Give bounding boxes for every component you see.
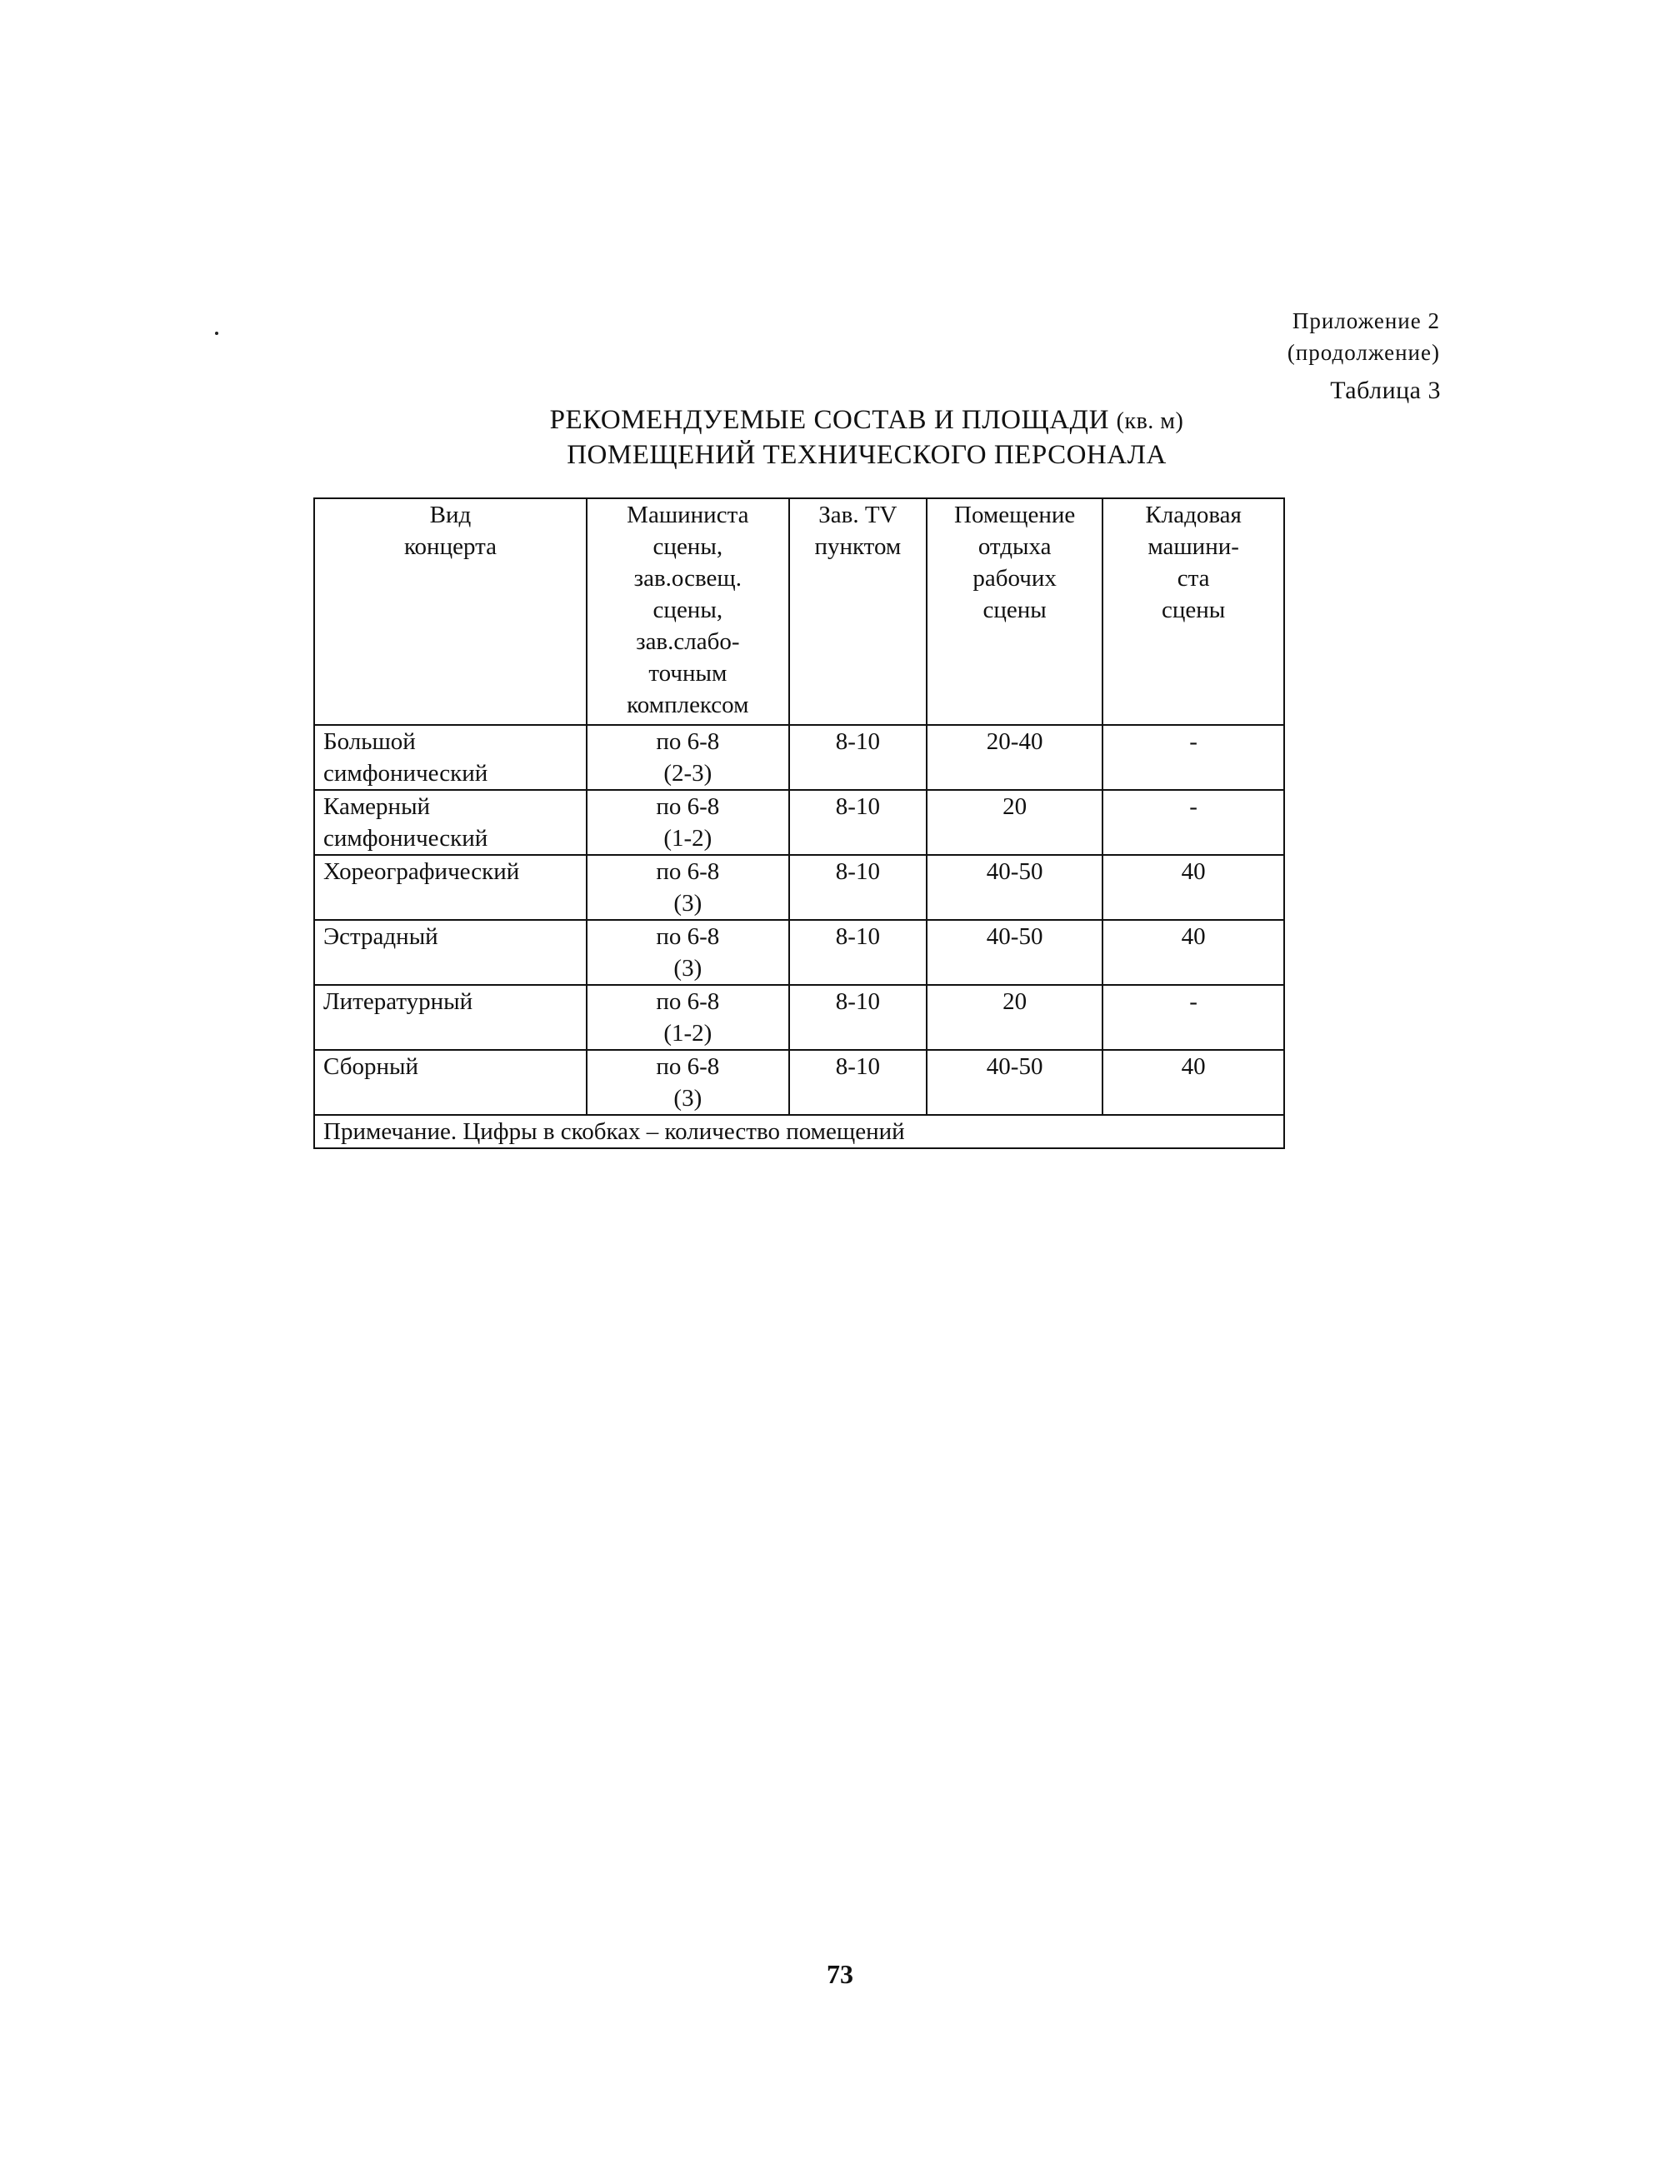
cell-rest-room: 20 bbox=[927, 790, 1102, 855]
cell-concert-type bbox=[314, 855, 587, 920]
cell-line: симфонический bbox=[323, 825, 488, 852]
cell-line: Хореографический bbox=[323, 858, 520, 885]
table-title bbox=[467, 403, 1267, 472]
title-line-1 bbox=[467, 403, 1267, 438]
header-line: рабочих bbox=[972, 565, 1057, 592]
cell-line: (1-2) bbox=[663, 1020, 712, 1047]
cell-storage: - bbox=[1102, 790, 1284, 855]
cell-concert-type bbox=[314, 920, 587, 985]
cell-machinist bbox=[587, 920, 789, 985]
cell-concert-type bbox=[314, 725, 587, 790]
cell-rest-room: 20-40 bbox=[927, 725, 1102, 790]
header-line: ста bbox=[1177, 565, 1210, 592]
appendix-line-1: Приложение 2 bbox=[1292, 308, 1440, 333]
header-line: сцены, bbox=[652, 597, 723, 623]
title-line-2: ПОМЕЩЕНИЙ ТЕХНИЧЕСКОГО ПЕРСОНАЛА bbox=[567, 440, 1167, 470]
cell-line: (3) bbox=[673, 955, 702, 982]
cell-line: по 6-8 bbox=[656, 858, 720, 885]
header-line: концерта bbox=[403, 533, 497, 560]
cell-storage: 40 bbox=[1102, 920, 1284, 985]
cell-tv-point: 8-10 bbox=[789, 920, 927, 985]
header-line: комплексом bbox=[627, 692, 749, 718]
cell-machinist bbox=[587, 855, 789, 920]
cell-storage: 40 bbox=[1102, 1050, 1284, 1115]
header-line: зав.слабо- bbox=[636, 628, 740, 655]
cell-line: (1-2) bbox=[663, 825, 712, 852]
cell-line: Литературный bbox=[323, 988, 473, 1015]
cell-line: Камерный bbox=[323, 793, 431, 820]
cell-line: по 6-8 bbox=[656, 793, 720, 820]
cell-concert-type bbox=[314, 1050, 587, 1115]
cell-storage: - bbox=[1102, 725, 1284, 790]
cell-line: (3) bbox=[673, 1085, 702, 1112]
header-concert-type bbox=[314, 498, 587, 725]
title-text-1: РЕКОМЕНДУЕМЫЕ СОСТАВ И ПЛОЩАДИ bbox=[549, 405, 1109, 435]
cell-machinist bbox=[587, 1050, 789, 1115]
staff-rooms-table bbox=[313, 497, 1285, 1149]
title-unit: (кв. м) bbox=[1116, 408, 1184, 434]
header-line: отдыха bbox=[978, 533, 1052, 560]
table-row bbox=[314, 985, 1284, 1050]
header-line: Зав. TV bbox=[818, 502, 898, 528]
scan-speck bbox=[215, 332, 218, 335]
cell-rest-room: 40-50 bbox=[927, 1050, 1102, 1115]
cell-line: по 6-8 bbox=[656, 1053, 720, 1080]
cell-line: Сборный bbox=[323, 1053, 418, 1080]
table-note-row bbox=[314, 1115, 1284, 1148]
header-storage bbox=[1102, 498, 1284, 725]
cell-line: (2-3) bbox=[663, 760, 712, 787]
header-line: пунктом bbox=[814, 533, 902, 560]
appendix-reference bbox=[1288, 305, 1440, 368]
cell-rest-room: 40-50 bbox=[927, 855, 1102, 920]
cell-line: по 6-8 bbox=[656, 728, 720, 755]
cell-rest-room: 40-50 bbox=[927, 920, 1102, 985]
table-row bbox=[314, 725, 1284, 790]
header-tv-point bbox=[789, 498, 927, 725]
cell-tv-point: 8-10 bbox=[789, 790, 927, 855]
cell-tv-point: 8-10 bbox=[789, 1050, 927, 1115]
header-line: Кладовая bbox=[1145, 502, 1242, 528]
cell-line: симфонический bbox=[323, 760, 488, 787]
cell-line: (3) bbox=[673, 890, 702, 917]
header-line: зав.освещ. bbox=[633, 565, 742, 592]
table-number-label: Таблица 3 bbox=[1330, 377, 1441, 404]
cell-line: по 6-8 bbox=[656, 923, 720, 950]
page-number: 73 bbox=[827, 1959, 853, 1989]
table-row bbox=[314, 855, 1284, 920]
cell-storage: 40 bbox=[1102, 855, 1284, 920]
cell-tv-point: 8-10 bbox=[789, 725, 927, 790]
header-line: сцены, bbox=[652, 533, 723, 560]
table-note: Примечание. Цифры в скобках – количество помещений bbox=[314, 1115, 1284, 1148]
cell-line: Большой bbox=[323, 728, 416, 755]
cell-line: Эстрадный bbox=[323, 923, 438, 950]
cell-storage: - bbox=[1102, 985, 1284, 1050]
table-row bbox=[314, 1050, 1284, 1115]
cell-machinist bbox=[587, 725, 789, 790]
cell-concert-type bbox=[314, 985, 587, 1050]
header-line: сцены bbox=[982, 597, 1047, 623]
header-machinist bbox=[587, 498, 789, 725]
header-rest-room bbox=[927, 498, 1102, 725]
header-line: Вид bbox=[429, 502, 472, 528]
cell-machinist bbox=[587, 790, 789, 855]
header-line: сцены bbox=[1161, 597, 1226, 623]
table-row bbox=[314, 790, 1284, 855]
table-row bbox=[314, 920, 1284, 985]
cell-rest-room: 20 bbox=[927, 985, 1102, 1050]
cell-line: по 6-8 bbox=[656, 988, 720, 1015]
cell-tv-point: 8-10 bbox=[789, 855, 927, 920]
cell-concert-type bbox=[314, 790, 587, 855]
header-line: Машиниста bbox=[627, 502, 749, 528]
appendix-line-2: (продолжение) bbox=[1287, 340, 1440, 365]
cell-machinist bbox=[587, 985, 789, 1050]
header-line: Помещение bbox=[954, 502, 1076, 528]
header-line: машини- bbox=[1148, 533, 1239, 560]
table-header-row bbox=[314, 498, 1284, 725]
cell-tv-point: 8-10 bbox=[789, 985, 927, 1050]
header-line: точным bbox=[648, 660, 728, 687]
